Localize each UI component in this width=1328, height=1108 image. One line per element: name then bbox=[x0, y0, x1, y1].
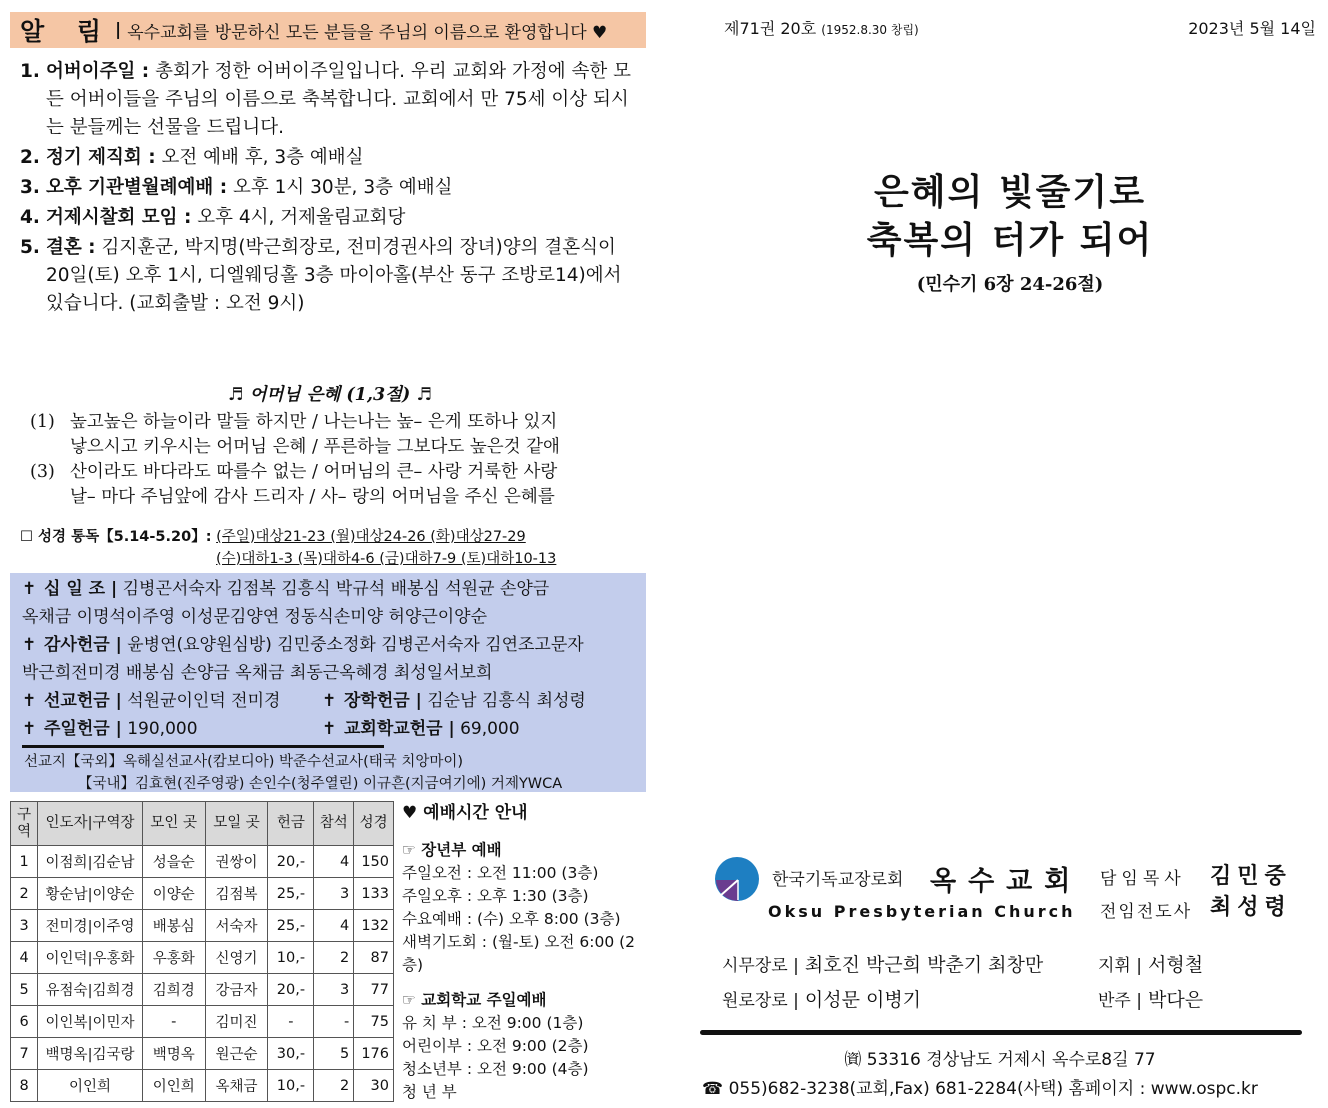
cell: 3 bbox=[314, 974, 354, 1006]
accompanist-name: 박다은 bbox=[1141, 989, 1204, 1011]
church-english-name: Oksu Presbyterian Church bbox=[768, 902, 1076, 921]
cell: 133 bbox=[354, 878, 394, 910]
table-row bbox=[11, 1038, 394, 1070]
worship-time: 유 치 부 : 오전 9:00 (1층) bbox=[402, 1014, 584, 1032]
cell: 176 bbox=[354, 1038, 394, 1070]
col-header: 참석 bbox=[314, 802, 354, 846]
denomination: 한국기독교장로회 bbox=[772, 870, 904, 890]
announcement-number: 2. bbox=[20, 147, 40, 168]
sunday-offering-label: 주일헌금 | bbox=[44, 719, 122, 739]
cell: 유점숙|김희경 bbox=[38, 974, 143, 1006]
sermon-line: 축복의 터가 되어 bbox=[866, 219, 1154, 261]
cell: 20,- bbox=[268, 974, 314, 1006]
cell: 5 bbox=[11, 974, 38, 1006]
active-elders-label: 시무장로 | bbox=[722, 956, 799, 976]
cell: 서숙자 bbox=[205, 910, 268, 942]
cell: 강금자 bbox=[205, 974, 268, 1006]
thanks-line bbox=[22, 631, 636, 659]
bulletin-date: 2023년 5월 14일 bbox=[1188, 19, 1316, 38]
worship-title: ♥ 예배시간 안내 bbox=[402, 803, 528, 823]
cell: 77 bbox=[354, 974, 394, 1006]
district-table bbox=[10, 801, 394, 1102]
cell: 4 bbox=[314, 910, 354, 942]
cell: 배봉심 bbox=[142, 910, 205, 942]
announcement-text: 오후 4시, 거제울림교회당 bbox=[191, 207, 406, 228]
cell: 김점복 bbox=[205, 878, 268, 910]
cell: 이인희 bbox=[142, 1070, 205, 1102]
tithe-names: 김병곤서숙자 김점복 김흥식 박규석 배봉심 석원균 손양금 bbox=[117, 579, 550, 599]
tithe-label: 십 일 조 | bbox=[44, 579, 118, 599]
worship-time: 주일오전 : 오전 11:00 (3층) bbox=[402, 864, 599, 882]
retired-elders-label: 원로장로 | bbox=[722, 991, 799, 1011]
pastor-name: 김민중 bbox=[1210, 864, 1292, 889]
table-header-row bbox=[11, 802, 394, 846]
worship-time: 청 년 부 bbox=[402, 1083, 457, 1101]
announcement-item bbox=[20, 174, 640, 202]
worship-time: 주일오후 : 오후 1:30 (3층) bbox=[402, 887, 589, 905]
hymn-verse bbox=[30, 410, 630, 460]
verse-line: 낳으시고 키우시는 어머님 은혜 / 푸른하늘 그보다도 높은것 같애 bbox=[70, 437, 560, 457]
retired-elders-names: 이성문 이병기 bbox=[798, 989, 922, 1011]
elders-list bbox=[722, 948, 1043, 1018]
cell: 25,- bbox=[268, 878, 314, 910]
church-contact: ☎ 055)682-3238(교회,Fax) 681-2284(사택) 홈페이지 : www.ospc.kr bbox=[702, 1079, 1258, 1099]
pastor-label: 담임목사 bbox=[1100, 869, 1186, 889]
adult-worship-title: ☞ 장년부 예배 bbox=[402, 841, 502, 859]
table-row bbox=[11, 910, 394, 942]
tithe-line bbox=[22, 575, 636, 603]
issue-number: 제71권 20호 bbox=[724, 19, 817, 38]
cell: 7 bbox=[11, 1038, 38, 1070]
announcement-heading: 거제시찰회 모임 : bbox=[46, 207, 192, 228]
announcement-list bbox=[20, 58, 640, 320]
cell: - bbox=[314, 1006, 354, 1038]
col-header: 모인 곳 bbox=[142, 802, 205, 846]
active-elders-names: 최호진 박근희 박춘기 최창만 bbox=[798, 954, 1044, 976]
worship-time: 청소년부 : 오전 9:00 (4층) bbox=[402, 1060, 589, 1078]
cell: 이인희 bbox=[38, 1070, 143, 1102]
cell: 132 bbox=[354, 910, 394, 942]
reading-schedule: (수)대하1-3 (목)대하4-6 (금)대하7-9 (토)대하10-13 bbox=[216, 551, 557, 567]
scholarship-names: 김순남 김흥식 최성령 bbox=[421, 691, 586, 711]
notice-subtitle: 옥수교회를 방문하신 모든 분들을 주님의 이름으로 환영합니다 ♥ bbox=[127, 22, 608, 43]
cell: 2 bbox=[11, 878, 38, 910]
cell: 이양순 bbox=[142, 878, 205, 910]
verse-number: (3) bbox=[30, 462, 55, 482]
cell: 이인복|이민자 bbox=[38, 1006, 143, 1038]
cell: 10,- bbox=[268, 942, 314, 974]
worship-times bbox=[402, 802, 652, 1104]
scholarship-label: 장학헌금 | bbox=[344, 691, 422, 711]
mission-domestic: 【국내】김효현(진주영광) 손인수(청주열린) 이규흔(지금여기에) 거제YWCA bbox=[78, 776, 563, 792]
verse-line: 산이라도 바다라도 따를수 없는 / 어머님의 큰– 사랑 거룩한 사랑 bbox=[70, 462, 558, 482]
school-worship-title: ☞ 교회학교 주일예배 bbox=[402, 991, 547, 1009]
tithe-names-cont: 옥채금 이명석이주영 이성문김양연 정동식손미양 허양근이양순 bbox=[22, 607, 488, 627]
cell: 권쌍이 bbox=[205, 846, 268, 878]
announcement-item bbox=[20, 204, 640, 232]
announcement-heading: 어버이주일 : bbox=[46, 61, 150, 82]
conductor-name: 서형철 bbox=[1141, 954, 1204, 976]
cell: 전미경|이주영 bbox=[38, 910, 143, 942]
col-header: 모일 곳 bbox=[205, 802, 268, 846]
sermon-line: 은혜의 빛줄기로 bbox=[874, 171, 1146, 213]
music-staff bbox=[1098, 948, 1203, 1018]
announcement-heading: 오후 기관별월례예배 : bbox=[46, 177, 228, 198]
church-info bbox=[714, 856, 1314, 926]
cell: 옥채금 bbox=[205, 1070, 268, 1102]
cross-icon: ✝ bbox=[322, 719, 337, 739]
announcement-number: 4. bbox=[20, 207, 40, 228]
school-offering-amount: 69,000 bbox=[454, 719, 520, 739]
announcement-text: 오후 1시 30분, 3층 예배실 bbox=[227, 177, 453, 198]
accompanist-label: 반주 | bbox=[1098, 991, 1142, 1011]
church-address: ㈾ 53316 경상남도 거제시 옥수로8길 77 bbox=[844, 1050, 1156, 1070]
announcement-text: 총회가 정한 어버이주일입니다. 우리 교회와 가정에 속한 모든 어버이들을 주님의 이름으로 축복합니다. 교회에서 만 75세 이상 되시는 분들께는 선물을 드립니다. bbox=[46, 61, 632, 138]
col-header: 인도자|구역장 bbox=[38, 802, 143, 846]
announcement-item bbox=[20, 144, 640, 172]
notice-title: 알 림 bbox=[20, 17, 114, 46]
cross-icon: ✝ bbox=[22, 691, 37, 711]
cell: 이점희|김순남 bbox=[38, 846, 143, 878]
cell: 3 bbox=[314, 878, 354, 910]
school-offering-label: 교회학교헌금 | bbox=[344, 719, 455, 739]
cell: 4 bbox=[11, 942, 38, 974]
cell: 김희경 bbox=[142, 974, 205, 1006]
mission-fields bbox=[22, 751, 636, 795]
bible-reading bbox=[20, 526, 640, 570]
cell: 87 bbox=[354, 942, 394, 974]
announcement-text: 김지훈군, 박지명(박근희장로, 전미경권사의 장녀)양의 결혼식이 20일(토) 오후 1시, 디엘웨딩홀 3층 마이아홀(부산 동구 조방로14)에서 있습니다. (교회출발 : 오전 9시) bbox=[46, 237, 622, 314]
cell: 5 bbox=[314, 1038, 354, 1070]
cell: 8 bbox=[11, 1070, 38, 1102]
announcement-number: 1. bbox=[20, 61, 40, 82]
mission-scholar-line bbox=[22, 687, 636, 715]
col-header: 헌금 bbox=[268, 802, 314, 846]
table-row bbox=[11, 878, 394, 910]
cell: 백명옥 bbox=[142, 1038, 205, 1070]
announcement-number: 5. bbox=[20, 237, 40, 258]
table-row bbox=[11, 1006, 394, 1038]
cell: 6 bbox=[11, 1006, 38, 1038]
divider bbox=[22, 745, 384, 748]
hymn-title: ♬ 어머님 은혜 (1,3절) ♬ bbox=[227, 385, 433, 405]
announcement-item bbox=[20, 58, 640, 142]
cell: 원근순 bbox=[205, 1038, 268, 1070]
col-header: 구역 bbox=[11, 802, 38, 846]
thanks-names-cont: 박근희전미경 배봉심 손양금 옥채금 최동근옥혜경 최성일서보희 bbox=[22, 663, 493, 683]
thanks-label: 감사헌금 | bbox=[44, 635, 122, 655]
cell: - bbox=[142, 1006, 205, 1038]
scripture-reference: (민수기 6장 24-26절) bbox=[916, 274, 1104, 295]
table-row bbox=[11, 942, 394, 974]
cell: 이인덕|우홍화 bbox=[38, 942, 143, 974]
worship-time: 새벽기도회 : (월-토) 오전 6:00 (2층) bbox=[402, 933, 636, 974]
cell: 150 bbox=[354, 846, 394, 878]
sermon-title bbox=[700, 168, 1320, 296]
church-name: 옥수교회 bbox=[930, 866, 1083, 897]
issue-info bbox=[724, 16, 919, 39]
cell: 30,- bbox=[268, 1038, 314, 1070]
evangelist-name: 최성령 bbox=[1210, 895, 1292, 920]
verse-line: 날– 마다 주님앞에 감사 드리자 / 사– 랑의 어머님을 주신 은혜를 bbox=[70, 487, 555, 507]
hymn-lyrics bbox=[30, 383, 630, 510]
verse-number: (1) bbox=[30, 412, 55, 432]
table-row bbox=[11, 846, 394, 878]
offerings-box bbox=[10, 573, 646, 792]
cell: 성을순 bbox=[142, 846, 205, 878]
table-row bbox=[11, 974, 394, 1006]
founded-date: (1952.8.30 창립) bbox=[821, 23, 919, 37]
table-row bbox=[11, 1070, 394, 1102]
sunday-school-line bbox=[22, 715, 636, 743]
cross-icon: ✝ bbox=[22, 635, 37, 655]
reading-schedule: (주일)대상21-23 (월)대상24-26 (화)대상27-29 bbox=[216, 529, 526, 545]
sunday-offering-amount: 190,000 bbox=[121, 719, 198, 739]
cell: 30 bbox=[354, 1070, 394, 1102]
evangelist-label: 전임전도사 bbox=[1100, 902, 1193, 922]
church-logo-icon bbox=[714, 856, 760, 902]
cell: 2 bbox=[314, 1070, 354, 1102]
mission-offering-label: 선교헌금 | bbox=[44, 691, 122, 711]
cell: 김미진 bbox=[205, 1006, 268, 1038]
cross-icon: ✝ bbox=[22, 579, 37, 599]
cell: 10,- bbox=[268, 1070, 314, 1102]
cell: 4 bbox=[314, 846, 354, 878]
col-header: 성경 bbox=[354, 802, 394, 846]
cell: 1 bbox=[11, 846, 38, 878]
cell: 우홍화 bbox=[142, 942, 205, 974]
cell: - bbox=[268, 1006, 314, 1038]
announcement-heading: 결혼 : bbox=[46, 237, 96, 258]
mission-foreign: 선교지【국외】옥해실선교사(캄보디아) 박준수선교사(태국 치앙마이) bbox=[24, 754, 464, 770]
worship-time: 수요예배 : (수) 오후 8:00 (3층) bbox=[402, 910, 621, 928]
cell: 백명옥|김국랑 bbox=[38, 1038, 143, 1070]
notice-header bbox=[10, 12, 646, 48]
cell: 2 bbox=[314, 942, 354, 974]
announcement-text: 오전 예배 후, 3층 예배실 bbox=[155, 147, 364, 168]
hymn-verse bbox=[30, 460, 630, 510]
cell: 황순남|이양순 bbox=[38, 878, 143, 910]
cell: 75 bbox=[354, 1006, 394, 1038]
notice-separator: | bbox=[115, 20, 122, 40]
announcement-heading: 정기 제직회 : bbox=[46, 147, 156, 168]
cross-icon: ✝ bbox=[22, 719, 37, 739]
cross-icon: ✝ bbox=[322, 691, 337, 711]
thanks-names: 윤병연(요양원심방) 김민중소정화 김병곤서숙자 김연조고문자 bbox=[121, 635, 584, 655]
cell: 3 bbox=[11, 910, 38, 942]
mission-offering-names: 석원균이인덕 전미경 bbox=[121, 691, 281, 711]
announcement-number: 3. bbox=[20, 177, 40, 198]
worship-time: 어린이부 : 오전 9:00 (2층) bbox=[402, 1037, 589, 1055]
cell: 신영기 bbox=[205, 942, 268, 974]
verse-line: 높고높은 하늘이라 말들 하지만 / 나는나는 높– 은게 또하나 있지 bbox=[70, 412, 558, 432]
cell: 25,- bbox=[268, 910, 314, 942]
reading-label: ☐ 성경 통독【5.14-5.20】: bbox=[20, 529, 212, 545]
conductor-label: 지휘 | bbox=[1098, 956, 1142, 976]
cell: 20,- bbox=[268, 846, 314, 878]
announcement-item bbox=[20, 234, 640, 318]
footer-divider bbox=[700, 1030, 1302, 1035]
